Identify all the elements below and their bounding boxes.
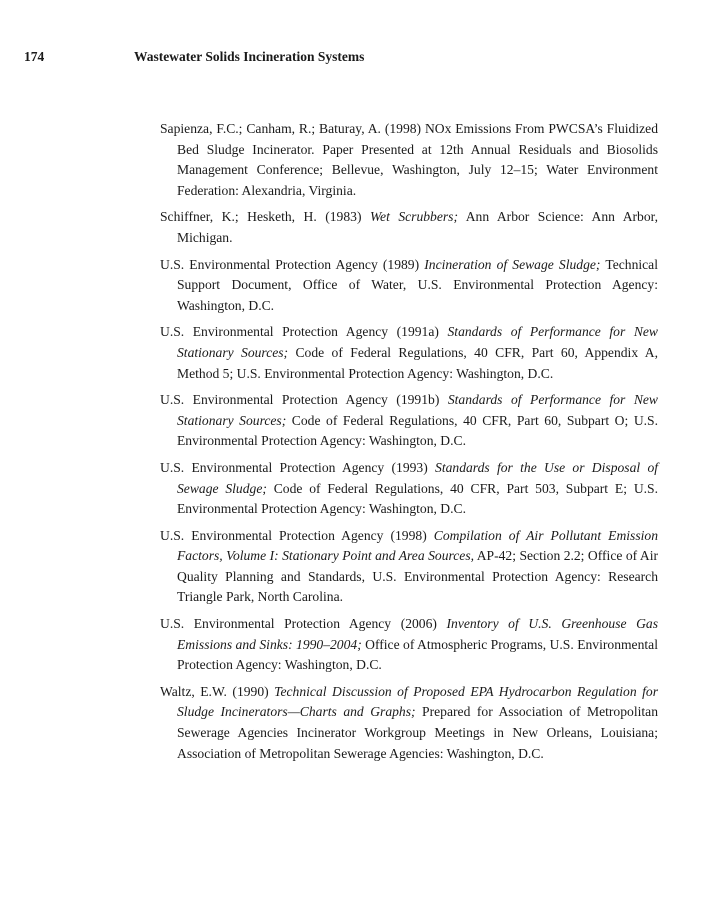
reference-text: U.S. Environmental Protection Agency (1989) bbox=[160, 256, 425, 272]
reference-text: Schiffner, K.; Hesketh, H. (1983) bbox=[160, 209, 370, 225]
reference-text: Sapienza, F.C.; Canham, R.; Baturay, A. (1998) NOx Emissions From PWCSA’s Fluidized Bed Sludge Incinerator. Paper Presented at 12th Annual Residuals and Biosolids Management Conference; Bellevue, Washington, July 12–15; Water Environment Federation: Alexandria, Virginia. bbox=[160, 121, 658, 198]
reference-entry bbox=[160, 322, 658, 384]
reference-text: U.S. Environmental Protection Agency (1991b) bbox=[160, 392, 448, 408]
reference-title: Compilation of Air Pollutant Emission Factors, Volume I: Stationary Point and Area Sources, bbox=[177, 527, 659, 564]
reference-text: Prepared for Association of Metropolitan Sewerage Agencies Incinerator Workgroup Meetings in New Orleans, Louisiana; Association of Metropolitan Sewerage Agencies: Washington, D.C. bbox=[177, 704, 658, 761]
reference-text: Code of Federal Regulations, 40 CFR, Part 60, Subpart O; U.S. Environmental Protection Agency: Washington, D.C. bbox=[177, 412, 658, 449]
reference-text: Code of Federal Regulations, 40 CFR, Part 60, Appendix A, Method 5; U.S. Environmental Protection Agency: Washington, D.C. bbox=[177, 344, 658, 381]
reference-text: Technical Support Document, Office of Water, U.S. Environmental Protection Agency: Washington, D.C. bbox=[177, 256, 658, 313]
reference-title: Technical Discussion of Proposed EPA Hydrocarbon Regulation for Sludge Incinerators—Charts and Graphs; bbox=[177, 683, 658, 720]
reference-title: Standards for the Use or Disposal of Sewage Sludge; bbox=[177, 459, 659, 496]
reference-title: Wet Scrubbers; bbox=[369, 209, 458, 225]
reference-title: Incineration of Sewage Sludge; bbox=[424, 256, 601, 272]
reference-text: U.S. Environmental Protection Agency (1998) bbox=[160, 527, 434, 543]
reference-text: Code of Federal Regulations, 40 CFR, Part 503, Subpart E; U.S. Environmental Protection Agency: Washington, D.C. bbox=[177, 480, 658, 517]
running-title: Wastewater Solids Incineration Systems bbox=[134, 49, 365, 64]
reference-entry bbox=[160, 458, 658, 520]
reference-list bbox=[160, 119, 658, 770]
reference-entry bbox=[160, 526, 658, 608]
reference-text: U.S. Environmental Protection Agency (1993) bbox=[160, 459, 436, 475]
reference-text: Waltz, E.W. (1990) bbox=[160, 683, 275, 699]
reference-entry bbox=[160, 207, 658, 248]
reference-title: Standards of Performance for New Stationary Sources; bbox=[177, 324, 658, 360]
reference-entry bbox=[160, 255, 658, 317]
reference-entry bbox=[160, 682, 658, 764]
reference-title: Inventory of U.S. Greenhouse Gas Emissions and Sinks: 1990–2004; bbox=[177, 616, 658, 652]
reference-text: U.S. Environmental Protection Agency (2006) bbox=[160, 616, 447, 632]
reference-text: U.S. Environmental Protection Agency (1991a) bbox=[160, 324, 448, 340]
reference-entry bbox=[160, 119, 658, 201]
reference-text: Office of Atmospheric Programs, U.S. Environmental Protection Agency: Washington, D.C. bbox=[177, 636, 658, 673]
reference-text: Ann Arbor Science: Ann Arbor, Michigan. bbox=[177, 209, 659, 245]
page-number: 174 bbox=[24, 49, 45, 64]
reference-entry bbox=[160, 390, 658, 452]
reference-entry bbox=[160, 614, 658, 676]
reference-title: Standards of Performance for New Stationary Sources; bbox=[177, 392, 658, 428]
reference-text: AP-42; Section 2.2; Office of Air Quality Planning and Standards, U.S. Environmental Protection Agency: Research Triangle Park, North Carolina. bbox=[177, 548, 658, 605]
